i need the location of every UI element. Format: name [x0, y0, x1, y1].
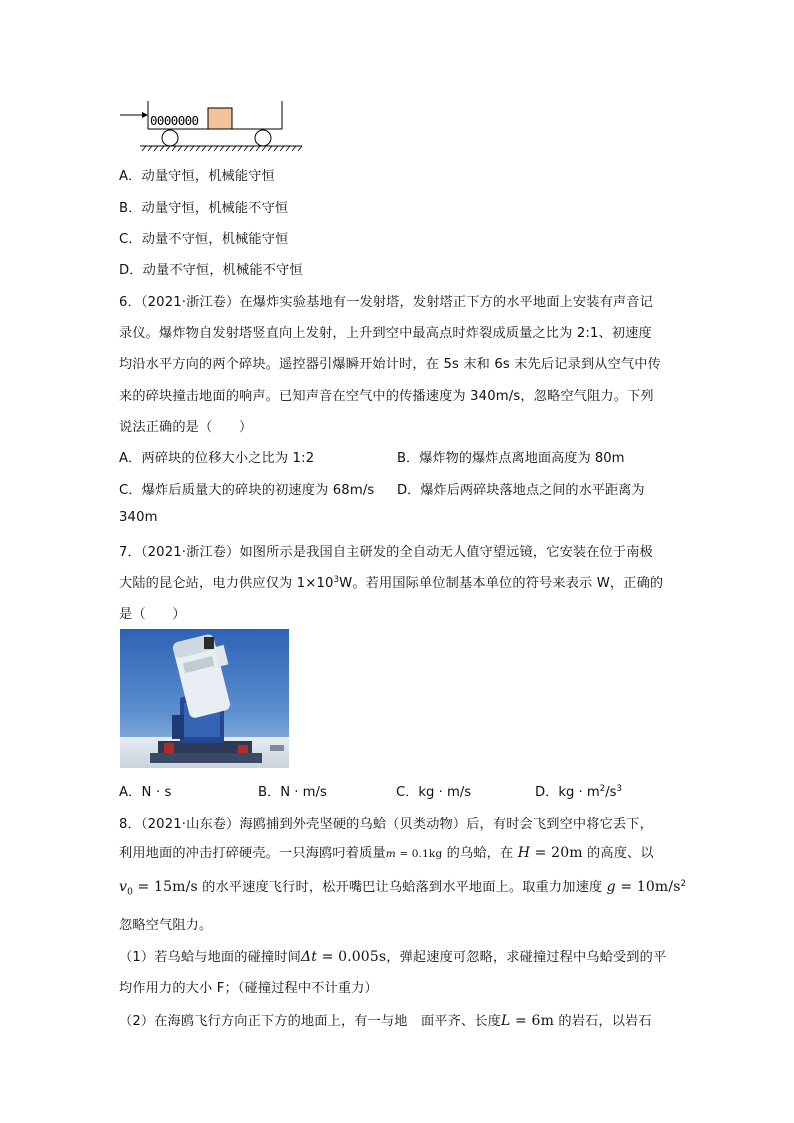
q5-option-a: A．动量守恒，机械能守恒 — [119, 169, 275, 184]
q6-stem-line-2: 录仪。爆炸物自发射塔竖直向上发射，上升到空中最高点时炸裂成质量之比为 2:1、初速度 — [119, 326, 652, 341]
q6-option-d-cont: 340m — [119, 510, 158, 525]
q7-stem-line-1: 7．（2021·浙江卷）如图所示是我国自主研发的全自动无人值守望远镜，它安装在位于南极 — [119, 545, 653, 560]
q7-stem-line-3: 是（ ） — [119, 607, 186, 622]
q6-option-c: C．爆炸后质量大的碎块的初速度为 68m/s — [119, 483, 375, 498]
q7-option-a: A．N · s — [119, 785, 172, 800]
spring-label: 0000000 — [150, 113, 199, 128]
q8-stem-line-2: 利用地面的冲击打碎硬壳。一只海鸥叼着质量m = 0.1kg 的乌蛤，在 H = 20m 的高度、以 — [119, 845, 654, 861]
q8-stem-line-3: $v_0 = 15m/s$ 的水平速度飞行时，松开嘴巴让乌蛤落到水平地面上。取重力加速度 $g = 10m/s^2$ — [119, 879, 687, 898]
q8-part-2: （2）在海鸥飞行方向正下方的地面上，有一与地 面平齐、长度L = 6m 的岩石，以岩石 — [119, 1013, 652, 1029]
spring-cart-figure — [118, 98, 308, 158]
q8-part-1: （1）若乌蛤与地面的碰撞时间Δt = 0.005s，弹起速度可忽略，求碰撞过程中乌蛤受到的平 — [119, 949, 667, 965]
q6-stem-line-3: 均沿水平方向的两个碎块。遥控器引爆瞬开始计时，在 5s 末和 6s 末先后记录到从空气中传 — [119, 357, 661, 372]
q6-stem-line-4: 来的碎块撞击地面的响声。已知声音在空气中的传播速度为 340m/s，忽略空气阻力。下列 — [119, 389, 654, 404]
q8-part-1-cont: 均作用力的大小 F；（碰撞过程中不计重力） — [119, 981, 378, 996]
q7-option-d: D．kg · $m^2/s^3$ — [535, 784, 622, 800]
q5-option-d: D．动量不守恒，机械能不守恒 — [119, 263, 303, 278]
q6-option-d: D．爆炸后两碎块落地点之间的水平距离为 — [397, 483, 645, 498]
q5-option-c: C．动量不守恒，机械能守恒 — [119, 232, 289, 247]
q5-option-b: B．动量守恒，机械能不守恒 — [119, 201, 289, 216]
q6-option-b: B．爆炸物的爆炸点离地面高度为 80m — [397, 451, 625, 466]
q8-stem-line-1: 8．（2021·山东卷）海鸥捕到外壳坚硬的乌蛤（贝类动物）后，有时会飞到空中将它丢下， — [119, 817, 653, 832]
q7-stem-line-2: 大陆的昆仑站，电力供应仅为 $1\times 10^3W$。若用国际单位制基本单位的符号来表示 W，正确的 — [119, 575, 664, 591]
q7-option-b: B．N · m/s — [258, 785, 327, 800]
q8-stem-line-4: 忽略空气阻力。 — [119, 918, 213, 933]
q6-option-a: A．两碎块的位移大小之比为 1:2 — [119, 451, 315, 466]
q7-option-c: C．kg · m/s — [396, 785, 472, 800]
q6-stem-line-5: 说法正确的是（ ） — [119, 420, 253, 435]
q6-stem-line-1: 6．（2021·浙江卷）在爆炸实验基地有一发射塔，发射塔正下方的水平地面上安装有声音记 — [119, 295, 653, 310]
telescope-photo — [120, 629, 289, 768]
